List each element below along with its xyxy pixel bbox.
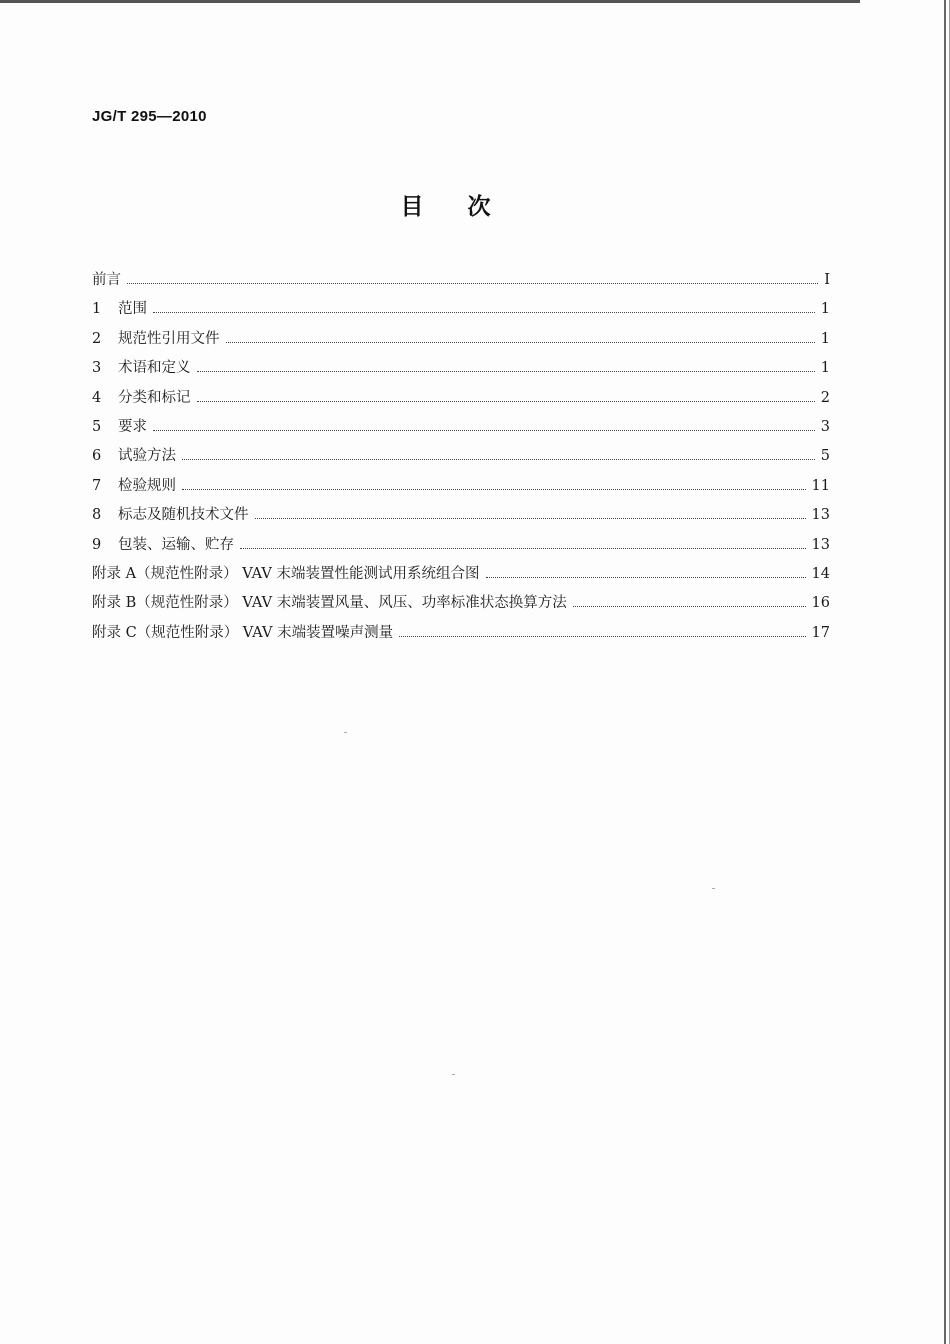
toc-page-number: 13 (811, 507, 830, 524)
toc-dot-leader (255, 518, 806, 519)
toc-entry-label: 6 试验方法 (92, 444, 182, 468)
toc-entry-label: 9 包装、运输、贮存 (92, 533, 240, 557)
toc-page-number: Ⅰ (824, 272, 830, 288)
scan-right-edge (944, 0, 946, 1344)
toc-page-number: 11 (811, 477, 830, 494)
toc-section-number: 9 (92, 536, 102, 553)
toc-page-number: 13 (811, 536, 830, 553)
toc-entry-appendix-b[interactable] (92, 591, 830, 620)
toc-entry-2[interactable] (92, 327, 830, 356)
toc-entry-label: 5 要求 (92, 415, 153, 439)
scan-speck (712, 888, 715, 889)
toc-dot-leader (197, 371, 815, 372)
standard-number: JG/T 295—2010 (92, 108, 207, 125)
toc-section-number: 5 (92, 418, 102, 435)
toc-entry-label: 1 范围 (92, 297, 153, 321)
scan-speck (452, 1074, 455, 1075)
toc-entry-label: 2 规范性引用文件 (92, 327, 226, 351)
toc-section-number: 3 (92, 360, 102, 377)
toc-section-number: 6 (92, 448, 102, 465)
toc-entry-6[interactable] (92, 444, 830, 473)
toc-page-number: 2 (820, 389, 830, 406)
toc-entry-3[interactable] (92, 356, 830, 385)
toc-entry-label: 附录 C（规范性附录） VAV 末端装置噪声测量 (92, 624, 394, 641)
toc-dot-leader (486, 577, 806, 578)
toc-section-number: 8 (92, 507, 102, 524)
scan-speck (344, 732, 347, 733)
toc-dot-leader (399, 636, 805, 637)
toc-entry-1[interactable] (92, 297, 830, 326)
toc-entry-4[interactable] (92, 386, 830, 415)
toc-page-number: 1 (820, 301, 830, 318)
page-title: 目次 (400, 194, 535, 220)
toc-dot-leader (182, 459, 815, 460)
toc-dot-leader (153, 430, 815, 431)
toc-dot-leader (127, 283, 818, 284)
toc-entry-appendix-c[interactable] (92, 621, 830, 650)
toc-section-number: 2 (92, 330, 102, 347)
toc-page-number: 14 (811, 565, 830, 582)
toc-entry-label: 附录 B（规范性附录） VAV 末端装置风量、风压、功率标准状态换算方法 (92, 595, 567, 612)
toc-dot-leader (573, 606, 806, 607)
toc-entry-label: 前言 (92, 272, 121, 288)
toc-dot-leader (197, 401, 815, 402)
toc-entry-8[interactable] (92, 503, 830, 532)
toc-page-number: 3 (820, 418, 830, 435)
toc-page-number: 1 (820, 330, 830, 347)
toc-dot-leader (226, 342, 815, 343)
toc-entry-label: 7 检验规则 (92, 474, 182, 498)
toc-page-number: 17 (811, 624, 830, 641)
toc-entry-appendix-a[interactable] (92, 562, 830, 591)
toc-entry-label: 8 标志及随机技术文件 (92, 503, 255, 527)
toc-entry-label: 附录 A（规范性附录） VAV 末端装置性能测试用系统组合图 (92, 565, 480, 582)
toc-section-number: 4 (92, 389, 102, 406)
toc-entry-7[interactable] (92, 474, 830, 503)
toc-entry-label: 4 分类和标记 (92, 386, 197, 410)
toc-entry-5[interactable] (92, 415, 830, 444)
toc-entry-label: 3 术语和定义 (92, 356, 197, 380)
table-of-contents (92, 268, 830, 650)
toc-section-number: 7 (92, 477, 102, 494)
toc-page-number: 1 (820, 360, 830, 377)
toc-dot-leader (153, 312, 815, 313)
toc-dot-leader (182, 489, 806, 490)
toc-section-number: 1 (92, 301, 102, 318)
toc-page-number: 5 (820, 448, 830, 465)
toc-dot-leader (240, 548, 806, 549)
toc-page-number: 16 (811, 595, 830, 612)
toc-entry-9[interactable] (92, 533, 830, 562)
toc-entry-preface[interactable] (92, 268, 830, 297)
scan-top-border (0, 0, 860, 3)
